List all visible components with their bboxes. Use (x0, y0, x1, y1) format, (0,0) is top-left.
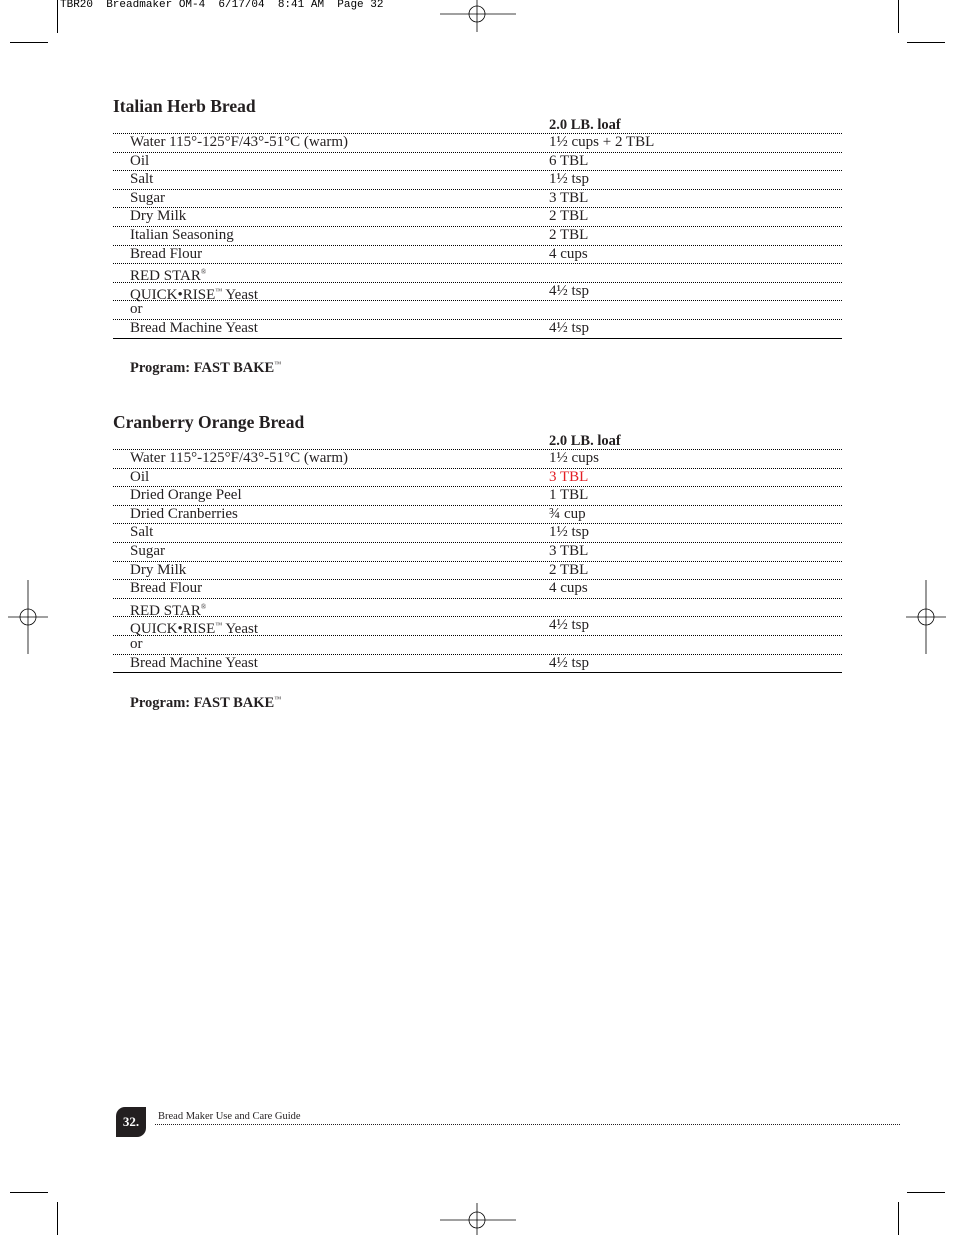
ingredient-row (113, 469, 842, 488)
ingredient-name: RED STAR® (130, 268, 207, 285)
crop-mark (57, 0, 58, 33)
ingredient-name: Dry Milk (130, 561, 187, 578)
ingredient-name: Dried Cranberries (130, 505, 238, 522)
footer-divider (155, 1124, 900, 1125)
ingredient-amount: 4½ tsp (549, 617, 590, 634)
ingredient-name: Italian Seasoning (130, 226, 234, 243)
ingredient-row (113, 487, 842, 506)
ingredient-table (113, 133, 842, 339)
recipe-cranberry-orange-bread (113, 411, 842, 673)
ingredient-table (113, 449, 842, 673)
ingredient-amount: 4½ tsp (549, 282, 590, 299)
ingredient-amount: 6 TBL (549, 152, 589, 169)
ingredient-row (113, 524, 842, 543)
program-text: Program: FAST BAKE™ (130, 360, 282, 376)
ingredient-amount: 4 cups (549, 580, 588, 597)
column-header-label: 2.0 LB. loaf (549, 433, 621, 449)
ingredient-amount: 3 TBL (549, 189, 589, 206)
ingredient-row (113, 227, 842, 246)
ingredient-amount: 4½ tsp (549, 654, 590, 671)
footer-guide-title: Bread Maker Use and Care Guide (158, 1111, 301, 1122)
ingredient-row (113, 320, 842, 339)
registration-mark-top (440, 0, 516, 32)
ingredient-name: Salt (130, 524, 154, 541)
ingredient-row (113, 599, 842, 618)
ingredient-row (113, 246, 842, 265)
ingredient-name: or (130, 301, 143, 318)
ingredient-row (113, 153, 842, 172)
ingredient-row (113, 190, 842, 209)
ingredient-name: Dried Orange Peel (130, 487, 242, 504)
ingredient-row (113, 562, 842, 581)
ingredient-amount: 4½ tsp (549, 319, 590, 336)
recipe-italian-herb-bread (113, 95, 842, 339)
ingredient-amount: 1½ tsp (549, 171, 590, 188)
ingredient-name: Sugar (130, 542, 165, 559)
ingredient-amount: 2 TBL (549, 226, 589, 243)
ingredient-amount: 2 TBL (549, 561, 589, 578)
ingredient-row (113, 283, 842, 302)
program-label (130, 695, 281, 712)
recipe-title: Cranberry Orange Bread (113, 412, 305, 432)
column-header-label: 2.0 LB. loaf (549, 117, 621, 133)
ingredient-name: Bread Flour (130, 580, 203, 597)
ingredient-amount: 2 TBL (549, 208, 589, 225)
ingredient-amount: 4 cups (549, 245, 588, 262)
ingredient-name: Salt (130, 171, 154, 188)
ingredient-name: Bread Machine Yeast (130, 654, 258, 671)
registration-mark-left (8, 580, 48, 654)
crop-mark (898, 1202, 899, 1235)
ingredient-row (113, 580, 842, 599)
crop-mark (907, 1192, 945, 1193)
recipe-title: Italian Herb Bread (113, 96, 256, 116)
ingredient-row (113, 264, 842, 283)
program-text: Program: FAST BAKE™ (130, 695, 282, 711)
ingredient-row (113, 208, 842, 227)
column-header (113, 433, 842, 449)
ingredient-row (113, 636, 842, 655)
crop-mark (10, 1192, 48, 1193)
ingredient-name: Water 115°-125°F/43°-51°C (warm) (130, 134, 349, 150)
ingredient-row (113, 171, 842, 190)
ingredient-amount: 1 TBL (549, 487, 589, 504)
ingredient-name: Bread Machine Yeast (130, 319, 258, 336)
crop-mark (907, 42, 945, 43)
ingredient-amount: 3 TBL (549, 468, 589, 485)
ingredient-row (113, 506, 842, 525)
ingredient-row (113, 617, 842, 636)
crop-mark (10, 42, 48, 43)
ingredient-amount: 1½ tsp (549, 524, 590, 541)
program-label (130, 360, 281, 377)
ingredient-amount: 1½ cups + 2 TBL (549, 134, 655, 150)
ingredient-name: RED STAR® (130, 602, 207, 619)
ingredient-amount: 1½ cups (549, 450, 599, 466)
crop-mark (57, 1202, 58, 1235)
ingredient-name: Oil (130, 468, 150, 485)
ingredient-row (113, 301, 842, 320)
ingredient-name: Bread Flour (130, 245, 203, 262)
ingredient-row (113, 450, 842, 469)
ingredient-amount: ¾ cup (549, 505, 586, 522)
ingredient-name: Oil (130, 152, 150, 169)
registration-mark-right (906, 580, 946, 654)
ingredient-row (113, 655, 842, 674)
ingredient-row (113, 134, 842, 153)
column-header (113, 117, 842, 133)
ingredient-amount: 3 TBL (549, 542, 589, 559)
ingredient-row (113, 543, 842, 562)
ingredient-name: Water 115°-125°F/43°-51°C (warm) (130, 450, 349, 466)
page-number-badge: 32. (116, 1107, 146, 1137)
crop-mark (898, 0, 899, 33)
ingredient-name: Sugar (130, 189, 165, 206)
ingredient-name: QUICK•RISE™ Yeast (130, 286, 258, 303)
ingredient-name: or (130, 635, 143, 652)
ingredient-name: Dry Milk (130, 208, 187, 225)
print-slug: TBR20 Breadmaker OM-4 6/17/04 8:41 AM Page 32 (60, 0, 384, 11)
registration-mark-bottom (440, 1203, 516, 1235)
ingredient-name: QUICK•RISE™ Yeast (130, 621, 258, 638)
